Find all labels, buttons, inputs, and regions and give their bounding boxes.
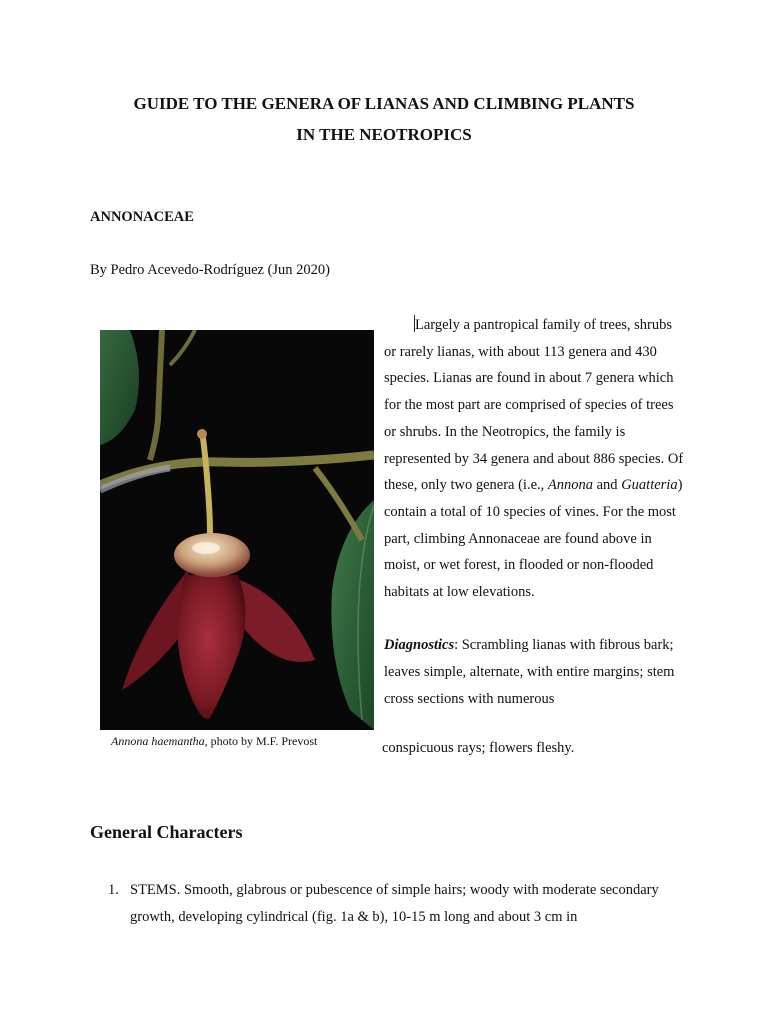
list-item-number: 1.: [108, 882, 119, 898]
author-byline: By Pedro Acevedo-Rodríguez (Jun 2020): [90, 262, 331, 278]
diagnostics-label: Diagnostics: [384, 637, 455, 654]
caption-species: Annona haemantha,: [111, 734, 208, 748]
intro-part-1: Largely a pantropical family of trees, shrubs or rarely lianas, with about 113 genera and 430 species. Lianas are found in about 7 genera which for the most part are comprised of species of trees or shrubs. In the Neotropics, the family is represented by 34 genera and about 886 species. Of these, only two genera (i.e.,: [384, 317, 684, 494]
list-item-text: STEMS. Smooth, glabrous or pubescence of simple hairs; woody with moderate secondary growth, developing cylindrical (fig. 1a & b), 10-15 m long and about 3 cm in: [130, 882, 659, 925]
diagnostics-paragraph: [384, 632, 684, 712]
caption-credit: photo by M.F. Prevost: [207, 734, 318, 748]
title-line-1: GUIDE TO THE GENERA OF LIANAS AND CLIMBING PLANTS: [133, 94, 635, 113]
family-heading: ANNONACEAE: [90, 209, 194, 225]
document-title: [0, 88, 768, 150]
diagnostics-last-line: conspicuous rays; flowers fleshy.: [382, 740, 575, 756]
genus-guatteria: Guatteria: [621, 477, 678, 494]
photo-caption: [111, 734, 317, 749]
intro-text: [384, 312, 684, 713]
diagnostics-text: : Scrambling lianas with fibrous bark; leaves simple, alternate, with entire margins; stem cross sections with numerous: [384, 637, 675, 707]
list-item: [108, 877, 668, 931]
title-line-2: IN THE NEOTROPICS: [296, 125, 472, 144]
intro-and: and: [593, 477, 622, 494]
intro-paragraph: [384, 312, 684, 606]
general-characters-heading: General Characters: [90, 822, 243, 842]
genus-annona: Annona: [547, 477, 593, 494]
characters-list: [108, 877, 668, 931]
intro-part-2: ) contain a total of 10 species of vines. For the most part, climbing Annonaceae are found above in moist, or wet forest, in flooded or non-flooded habitats at low elevations.: [384, 477, 683, 601]
flower-photo: [100, 330, 374, 730]
